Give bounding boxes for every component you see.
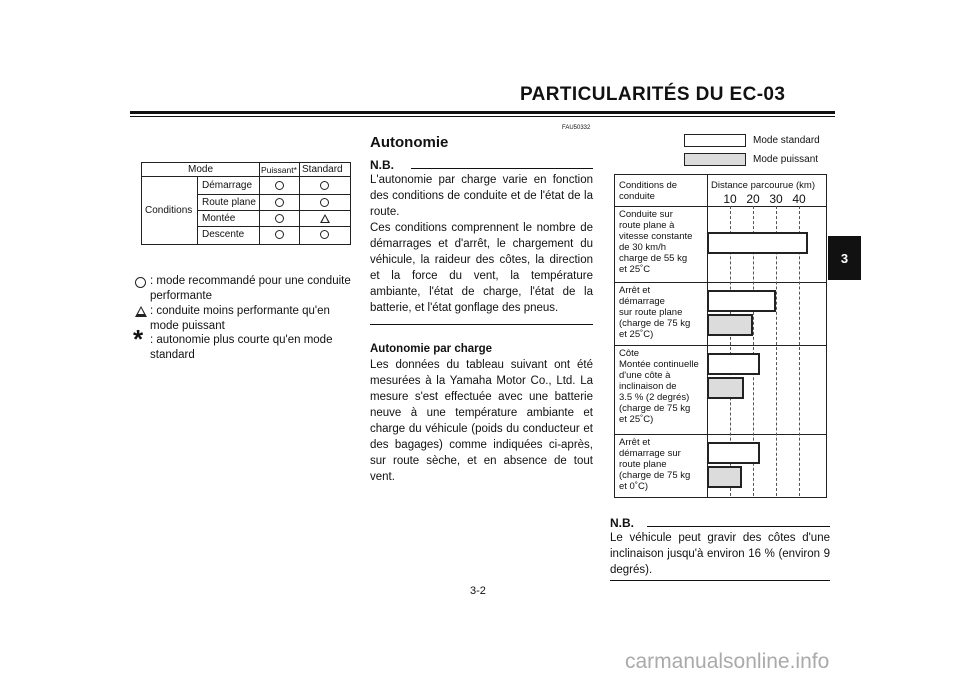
nb-text: L'autonomie par charge varie en fonction des conditions de conduite et de l'état de la route. Ces conditions comprennent le nombre de démarrages et d'arrêt, le chargement du véhicule, la raideur des côtes, la direction et la force du vent, la température ambiante, l'état de charge, l'état de la batterie, et l'état gonflage des pneus. xyxy=(370,174,593,314)
header-rule xyxy=(130,111,835,114)
bar-mode-puissant xyxy=(707,314,753,336)
category-label: Arrêt et démarrage sur route plane (charge de 75 kg et 0˚C) xyxy=(619,437,691,492)
bar-mode-standard xyxy=(707,290,776,312)
circle-icon xyxy=(275,230,284,239)
circle-icon xyxy=(320,181,329,190)
x-tick-label: 20 xyxy=(746,192,760,206)
legend-item-less-performant: : conduite moins performante qu'en mode puissant xyxy=(150,305,330,332)
row-label-demarrage: Démarrage xyxy=(202,180,253,191)
final-nb-text: Le véhicule peut gravir des côtes d'une inclinaison jusqu'à environ 16 % (environ 9 degrés). xyxy=(610,532,830,576)
section-heading: Autonomie xyxy=(370,134,449,151)
bar-mode-puissant xyxy=(707,377,744,399)
page-number: 3-2 xyxy=(470,585,486,597)
category-label: Arrêt et démarrage sur route plane (charge de 75 kg et 25˚C) xyxy=(619,285,691,340)
category-label: Conduite sur route plane à vitesse constante de 30 km/h charge de 55 kg et 25˚C xyxy=(619,209,693,275)
nb-end-rule xyxy=(370,324,593,325)
row-label-montee: Montée xyxy=(202,213,236,224)
x-tick-label: 30 xyxy=(769,192,783,206)
legend-item-recommended: : mode recommandé pour une conduite performante xyxy=(150,275,351,302)
circle-icon xyxy=(275,198,284,207)
nb-rule xyxy=(411,168,593,169)
legend-swatch-standard xyxy=(684,134,746,147)
bar-mode-standard xyxy=(707,232,808,254)
final-nb-label: N.B. xyxy=(610,516,634,530)
standard-header: Standard xyxy=(302,164,343,175)
bar-mode-standard xyxy=(707,353,760,375)
triangle-icon xyxy=(320,214,330,223)
mode-table xyxy=(141,162,351,245)
triangle-icon xyxy=(135,306,147,317)
bar-mode-puissant xyxy=(707,466,742,488)
row-label-route-plane: Route plane xyxy=(202,197,256,208)
x-tick-label: 40 xyxy=(792,192,806,206)
sub-heading: Autonomie par charge xyxy=(370,343,493,355)
legend-label-standard: Mode standard xyxy=(753,135,820,146)
conditions-label: Conditions xyxy=(145,205,193,216)
circle-icon xyxy=(320,198,329,207)
watermark: carmanualsonline.info xyxy=(625,650,830,673)
circle-icon xyxy=(135,277,146,288)
nb-label: N.B. xyxy=(370,158,394,172)
legend-item-shorter-range: : autonomie plus courte qu'en mode standard xyxy=(150,334,333,361)
puissant-header: Puissant* xyxy=(261,165,297,175)
mode-header: Mode xyxy=(188,164,214,175)
distance-header: Distance parcourue (km) xyxy=(711,180,816,191)
x-tick-label: 10 xyxy=(723,192,737,206)
circle-icon xyxy=(320,230,329,239)
conditions-header: Conditions de conduite xyxy=(619,180,678,202)
header-rule-thin xyxy=(130,116,835,117)
sub-text: Les données du tableau suivant ont été mesurées à la Yamaha Motor Co., Ltd. La mesure s'est effectuée avec une batterie neuve à une température ambiante et charge du véhicule (poids du conducteur et des bagages) comme indiquées ci-après, sur route sèche, et en absence de tout vent. xyxy=(370,359,593,483)
legend-swatch-puissant xyxy=(684,153,746,166)
final-nb-rule xyxy=(647,526,830,527)
category-label: Côte Montée continuelle d'une côte à inclinaison de 3.5 % (2 degrés) (charge de 75 kg et 25˚C) xyxy=(619,348,699,425)
circle-icon xyxy=(275,214,284,223)
legend-label-puissant: Mode puissant xyxy=(753,154,819,165)
asterisk-icon: * xyxy=(133,324,144,354)
circle-icon xyxy=(275,181,284,190)
chapter-tab[interactable]: 3 xyxy=(828,236,861,280)
bar-mode-standard xyxy=(707,442,760,464)
reference-code: FAU50332 xyxy=(562,125,591,131)
final-nb-end-rule xyxy=(610,580,830,581)
page-title: PARTICULARITÉS DU EC-03 xyxy=(520,84,786,105)
row-label-descente: Descente xyxy=(202,229,245,240)
